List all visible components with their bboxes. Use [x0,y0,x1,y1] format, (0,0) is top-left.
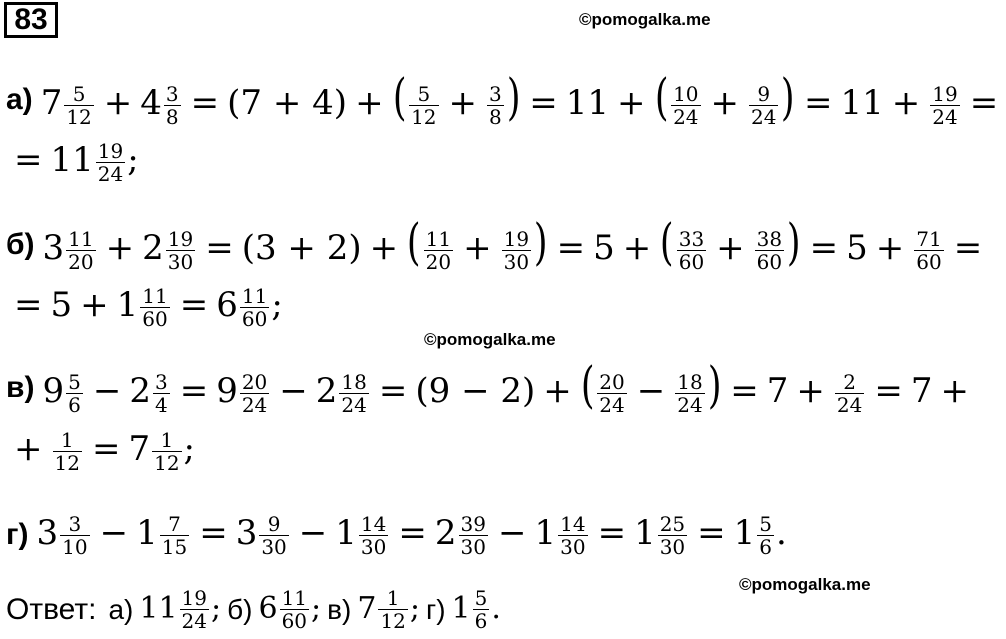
operator: = [190,83,220,124]
denominator: 60 [916,249,942,274]
operator: = [14,285,43,325]
operator: + [105,228,135,269]
denominator: 30 [261,534,287,559]
parenthesis: ( [660,213,674,272]
denominator: 30 [560,534,586,559]
operator: + [622,228,652,269]
fraction [459,513,488,558]
fraction [259,513,288,558]
operator: = [199,513,228,553]
operator: = [969,83,999,124]
fraction [502,228,531,273]
math-term: (3 + 2) [241,228,362,269]
denominator: 30 [503,249,530,274]
math-term: (9 − 2) [415,371,536,412]
numerator: 38 [756,226,783,251]
math-term: 7 [128,429,151,469]
solution-line-a-cont [6,132,139,192]
numerator: 5 [759,511,773,536]
operator: = [809,228,839,269]
expression-v-continued [6,429,195,474]
numerator: 18 [677,369,703,394]
item-label-a: а) [6,83,33,116]
numerator: 19 [932,81,958,106]
operator: = [874,371,903,412]
expression-a [40,68,1006,129]
parenthesis: ) [787,213,801,272]
operator: + [940,371,969,412]
fraction [424,228,453,273]
numerator: 19 [503,226,530,251]
numerator: 20 [599,369,625,394]
numerator: 1 [60,427,74,452]
fraction [675,371,704,416]
answer-label-g: г) [426,593,446,625]
task-number: 83 [4,2,58,38]
denominator: 60 [142,306,168,331]
operator: + [355,83,384,124]
fraction [409,83,438,128]
answer-label-a: а) [108,593,134,625]
numerator: 11 [68,226,94,251]
denominator: 6 [68,392,81,417]
watermark: ©pomogalka.me [579,10,711,29]
fraction [153,371,170,416]
math-term: 3 [42,228,65,269]
numerator: 71 [916,226,942,251]
math-term: 7 [357,590,377,626]
math-term: 9 [42,371,65,412]
denominator: 12 [154,450,180,475]
operator: + [448,83,478,124]
math-term: 4 [140,83,162,124]
numerator: 9 [757,81,771,106]
numerator: 20 [241,369,268,394]
expression-b-continued [6,285,283,330]
denominator: 30 [659,534,686,559]
math-term: 1 [136,513,158,553]
denominator: 4 [154,392,168,417]
math-term: 2 [129,371,151,412]
math-term: 11 [565,83,610,124]
operator: + [14,429,43,469]
numerator: 10 [673,81,699,106]
operator: + [796,371,825,412]
parenthesis: ) [707,356,722,415]
denominator: 24 [599,392,625,417]
denominator: 8 [489,104,502,129]
watermark: ©pomogalka.me [739,575,871,594]
operator: − [279,371,308,412]
numerator: 11 [281,586,308,610]
math-term: 11 [139,590,178,626]
numerator: 33 [678,226,705,251]
operator: + [543,371,572,412]
math-term: ; [127,140,139,180]
denominator: 12 [66,104,92,129]
denominator: 20 [425,249,452,274]
denominator: 6 [474,609,488,633]
numerator: 3 [68,511,82,536]
parenthesis: ( [580,356,595,415]
fraction [473,587,490,632]
denominator: 12 [54,450,80,475]
solution-line-b [6,215,990,275]
math-term: 1 [116,285,139,325]
denominator: 60 [678,249,705,274]
math-term: 11 [840,83,884,124]
numerator: 1 [386,586,400,610]
math-term: 3 [235,513,258,553]
denominator: 24 [673,104,699,129]
numerator: 19 [167,226,194,251]
numerator: 3 [165,81,179,106]
math-term: ; [409,590,420,626]
numerator: 14 [360,511,387,536]
item-label-v: в) [6,371,35,404]
operator: = [14,140,43,180]
fraction [755,228,784,273]
math-term: 11 [50,140,94,180]
parenthesis: ) [506,68,521,127]
denominator: 30 [167,249,194,274]
operator: = [953,228,983,269]
denominator: 30 [460,534,486,559]
numerator: 2 [843,369,856,394]
fraction [140,285,169,330]
math-term: 7 [910,371,933,412]
denominator: 12 [380,609,406,633]
fraction [60,513,89,558]
math-term: 3 [36,513,59,553]
operator: = [597,513,627,553]
denominator: 30 [360,534,387,559]
denominator: 60 [281,609,308,633]
denominator: 24 [932,104,958,129]
numerator: 5 [417,81,431,106]
operator: = [697,513,726,553]
operator: = [205,228,234,269]
fraction [53,429,82,474]
numerator: 5 [474,586,488,610]
fraction [914,228,943,273]
watermark: ©pomogalka.me [424,330,556,349]
denominator: 24 [751,104,777,129]
operator: − [92,371,122,412]
expression-g [37,513,787,558]
numerator: 1 [160,427,174,452]
math-term: 2 [434,513,457,553]
math-term: (7 + 4) [227,83,348,124]
fraction [658,513,687,558]
numerator: 3 [154,369,168,394]
math-term: 1 [451,590,471,626]
solution-line-b-cont [6,277,283,337]
numerator: 11 [425,226,452,251]
operator: + [103,83,133,124]
math-term: 2 [315,371,338,412]
math-term: ; [311,590,322,626]
numerator: 39 [460,511,486,536]
fraction [558,513,587,558]
operator: − [497,513,527,553]
denominator: 6 [759,534,773,559]
fraction [487,83,504,128]
parenthesis: ( [392,68,407,127]
math-term: ; [211,590,222,626]
operator: − [636,371,666,412]
math-term: 5 [50,285,73,325]
operator: − [298,513,328,553]
fraction [164,83,181,128]
operator: − [99,513,129,553]
solution-line-a [6,70,1006,130]
fraction [66,371,83,416]
math-term: 6 [216,285,238,325]
fraction [930,83,959,128]
numerator: 3 [489,81,502,106]
parenthesis: ( [407,213,421,272]
operator: + [875,228,905,269]
denominator: 24 [97,161,124,186]
numerator: 18 [341,369,367,394]
operator: + [80,285,109,325]
operator: = [556,228,586,269]
answer-g [452,587,501,632]
fraction [378,587,407,632]
numerator: 14 [560,511,586,536]
solution-line-v [6,358,977,418]
answer-v [357,587,420,632]
fraction [677,228,706,273]
item-label-g: г) [6,518,29,551]
expression-b [42,213,991,274]
fraction [749,83,778,128]
operator: = [378,371,408,412]
answer-line [6,582,501,637]
math-term: 1 [634,513,656,553]
fraction [339,371,368,416]
fraction [96,140,125,185]
numerator: 19 [181,586,207,610]
math-term: 6 [258,590,278,626]
fraction [359,513,388,558]
solution-line-g [6,505,787,565]
math-term: 1 [534,513,557,553]
fraction [152,429,181,474]
fraction [835,371,864,416]
operator: = [91,429,121,469]
denominator: 60 [756,249,783,274]
denominator: 24 [341,392,367,417]
fraction [66,228,95,273]
operator: = [398,513,427,553]
denominator: 60 [241,306,268,331]
denominator: 15 [161,534,188,559]
fraction [160,513,189,558]
fraction [240,285,269,330]
numerator: 11 [142,283,168,308]
operator: + [617,83,646,124]
solution-line-v-cont [6,421,195,481]
math-term: 2 [142,228,164,269]
item-label-b: б) [6,228,35,261]
numerator: 11 [241,283,268,308]
numerator: 5 [72,81,86,106]
answer-b [258,587,321,632]
operator: = [179,285,209,325]
math-term: 7 [766,371,789,412]
denominator: 20 [68,249,94,274]
operator: + [369,228,399,269]
fraction [180,587,209,632]
denominator: 24 [181,609,207,633]
math-term: 7 [40,83,63,124]
parenthesis: ( [654,68,669,127]
answer-label-v: в) [327,593,352,625]
numerator: 19 [97,138,124,163]
parenthesis: ) [781,68,796,127]
math-term: ; [271,285,283,325]
operator: + [716,228,745,269]
fraction [757,513,774,558]
fraction [166,228,195,273]
math-term: 5 [846,228,868,269]
math-term: . [776,513,787,553]
math-term: 1 [335,513,357,553]
denominator: 12 [411,104,437,129]
operator: = [529,83,558,124]
operator: = [179,371,209,412]
math-term: . [491,590,501,626]
answer-word: Ответ: [6,592,97,626]
operator: + [710,83,740,124]
denominator: 24 [677,392,703,417]
fraction [240,371,269,416]
math-term: 9 [216,371,238,412]
operator: + [463,228,492,269]
math-term: 5 [593,228,615,269]
denominator: 24 [241,392,268,417]
operator: + [891,83,921,124]
numerator: 7 [168,511,181,536]
math-term: ; [183,429,196,469]
fraction [280,587,309,632]
fraction [597,371,626,416]
denominator: 24 [836,392,863,417]
expression-a-continued [6,140,139,185]
fraction [671,83,700,128]
answer-label-b: б) [227,593,253,625]
parenthesis: ) [533,213,548,272]
numerator: 25 [659,511,686,536]
answer-a [139,587,221,632]
denominator: 8 [165,104,179,129]
fraction [64,83,93,128]
math-term: 1 [733,513,756,553]
expression-v [42,356,977,417]
operator: = [803,83,833,124]
numerator: 5 [68,369,81,394]
operator: = [730,371,759,412]
denominator: 10 [62,534,88,559]
numerator: 9 [267,511,281,536]
